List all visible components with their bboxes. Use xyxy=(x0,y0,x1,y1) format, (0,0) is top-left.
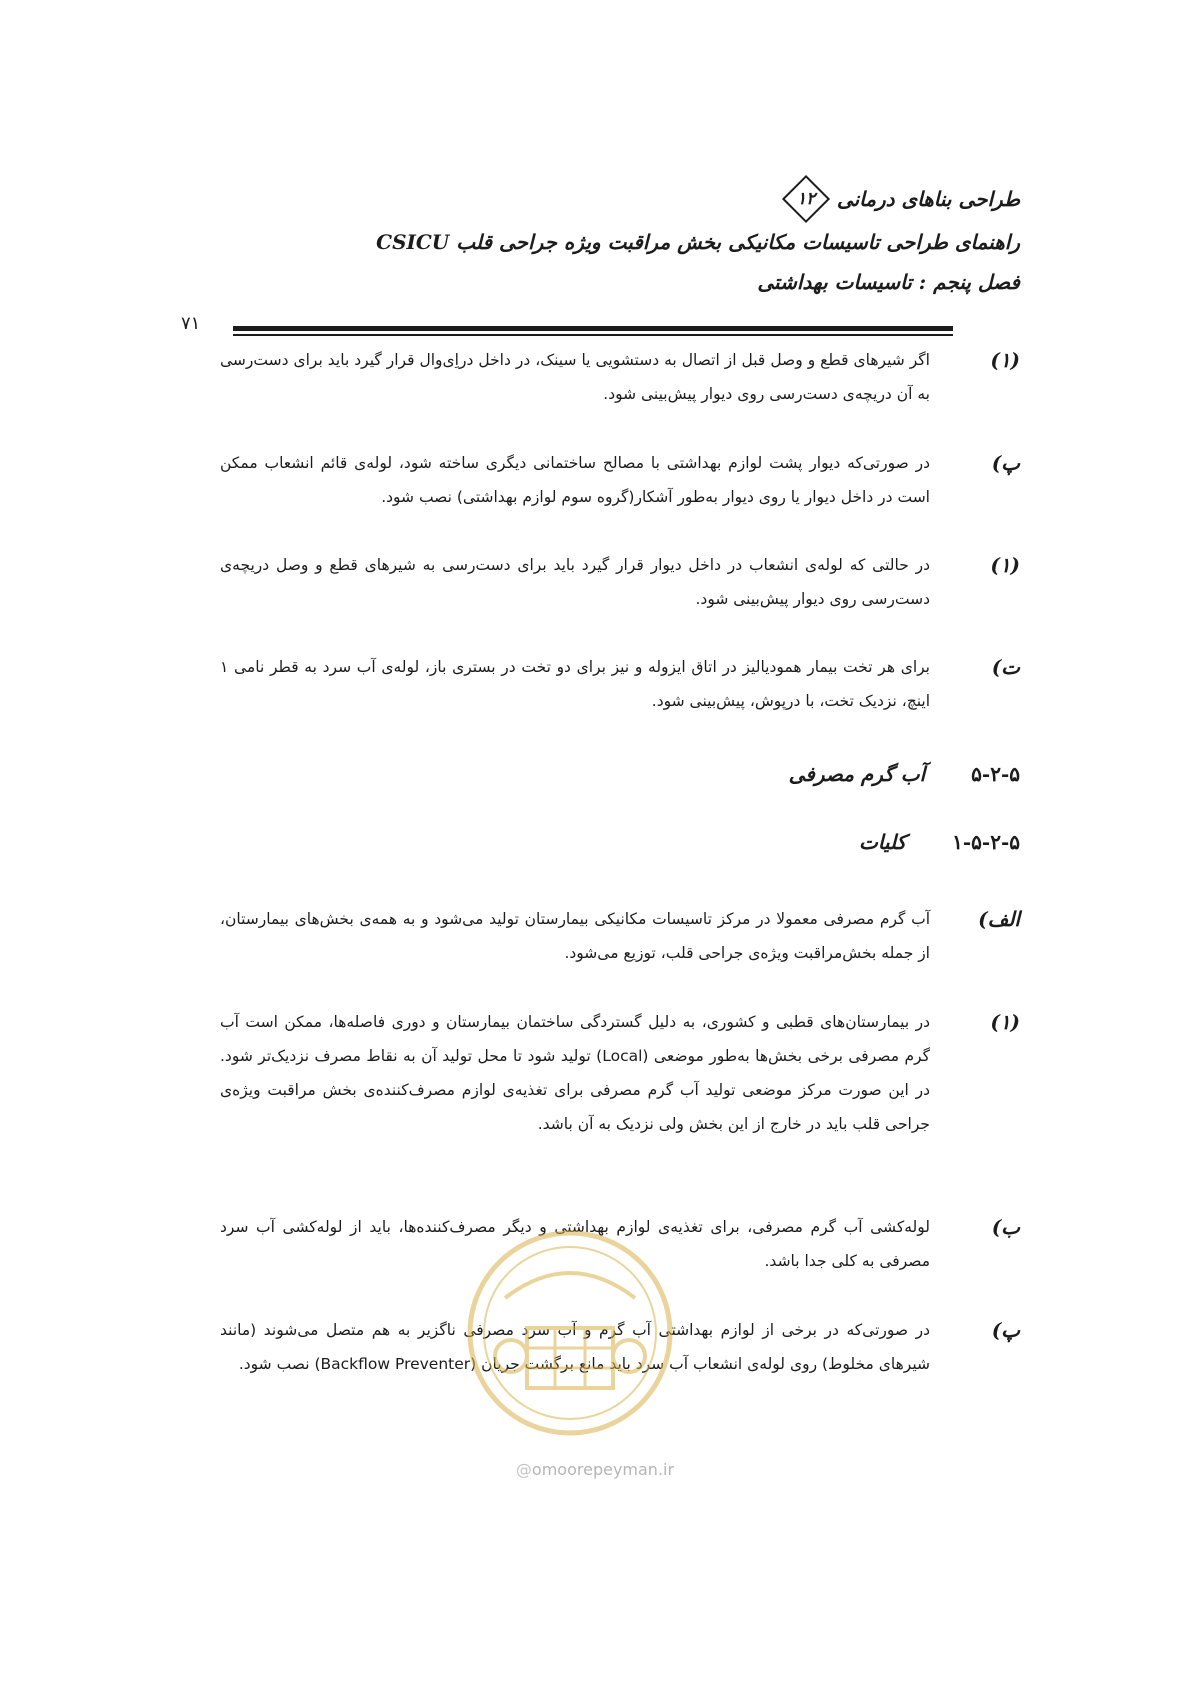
item-text: برای هر تخت بیمار همودیالیز در اتاق ایزوله و نیز برای دو تخت در بستری باز، لوله‌ی آب سرد به قطر نامی ۱ اینچ، نزدیک تخت، با درپوش، پیش‌بینی شود. xyxy=(220,658,930,710)
item-marker: ب) xyxy=(991,1215,1020,1239)
section-heading xyxy=(789,762,1020,786)
item-marker: (۱) xyxy=(990,348,1020,372)
watermark-site: @omoorepeyman.ir xyxy=(515,1460,675,1479)
subsection-number: ۱-۵-۲-۵ xyxy=(952,830,1020,854)
series-number: ۱۲ xyxy=(796,189,816,210)
subsection-heading xyxy=(859,830,1020,854)
item-marker: ت) xyxy=(991,655,1020,679)
series-title-row xyxy=(220,176,1020,222)
item-text: آب گرم مصرفی معمولا در مرکز تاسیسات مکانیکی بیمارستان تولید می‌شود و به همه‌ی بخش‌های بیمارستان، از جمله بخش‌مراقبت ویژه‌ی جراحی قلب، توزیع می‌شود. xyxy=(220,910,930,962)
item-marker: الف) xyxy=(978,907,1020,931)
page-header xyxy=(220,176,1020,302)
chapter-title: فصل پنجم : تاسیسات بهداشتی xyxy=(757,270,1020,294)
item-text: لوله‌کشی آب گرم مصرفی، برای تغذیه‌ی لوازم بهداشتی و دیگر مصرف‌کننده‌ها، باید از لوله‌کشی آب سرد مصرفی به کلی جدا باشد. xyxy=(220,1218,930,1270)
item-marker: پ) xyxy=(991,451,1020,475)
section-number: ۵-۲-۵ xyxy=(971,762,1020,786)
series-title: طراحی بناهای درمانی xyxy=(836,187,1020,211)
page-number: ۷۱ xyxy=(181,313,201,334)
item-text: در صورتی‌که دیوار پشت لوازم بهداشتی با مصالح ساختمانی دیگری ساخته شود، لوله‌ی قائم انشعاب ممکن است در داخل دیوار یا روی دیوار به‌طور آشکار(گروه سوم لوازم بهداشتی) نصب شود. xyxy=(220,454,930,506)
item-text: در بیمارستان‌های قطبی و کشوری، به دلیل گستردگی ساختمان بیمارستان و دوری فاصله‌ها، ممکن است آب گرم مصرفی برخی بخش‌ها به‌طور موضعی (Local) تولید شود تا محل تولید آن به نقاط مصرف نزدیک‌تر شود. در این صورت مرکز موضعی تولید آب گرم مصرفی برای تغذیه‌ی لوازم مصرف‌کننده‌ی بخش مراقبت ویژه‌ی جراحی قلب باید در خارج از این بخش ولی نزدیک به آن باشد. xyxy=(220,1013,930,1133)
item-marker: (۱) xyxy=(990,1010,1020,1034)
section-title: آب گرم مصرفی xyxy=(788,762,926,786)
series-number-badge xyxy=(782,175,830,223)
item-text: در حالتی که لوله‌ی انشعاب در داخل دیوار قرار گیرد باید برای دست‌رسی به شیرهای قطع و وصل دریچه‌ی دست‌رسی روی دیوار پیش‌بینی شود. xyxy=(220,556,930,608)
header-divider-thin xyxy=(233,334,953,336)
guide-title: راهنمای طراحی تاسیسات مکانیکی بخش مراقبت ویژه جراحی قلب CSICU xyxy=(376,230,1020,254)
header-divider-thick xyxy=(233,326,953,331)
item-marker: (۱) xyxy=(990,553,1020,577)
item-text: در صورتی‌که در برخی از لوازم بهداشتی آب گرم و آب سرد مصرفی ناگزیر به هم متصل می‌شوند (مانند شیرهای مخلوط) روی لوله‌ی انشعاب آب سرد باید مانع برگشت جریان (Backflow Preventer) نصب شود. xyxy=(220,1321,930,1373)
at-sign-icon: @ xyxy=(515,1460,532,1479)
subsection-title: کلیات xyxy=(859,830,907,854)
item-text: اگر شیرهای قطع و وصل قبل از اتصال به دستشویی یا سینک، در داخل دراِی‌وال قرار گیرد باید برای دست‌رسی به آن دریچه‌ی دست‌رسی روی دیوار پیش‌بینی شود. xyxy=(220,351,930,403)
item-marker: پ) xyxy=(991,1318,1020,1342)
